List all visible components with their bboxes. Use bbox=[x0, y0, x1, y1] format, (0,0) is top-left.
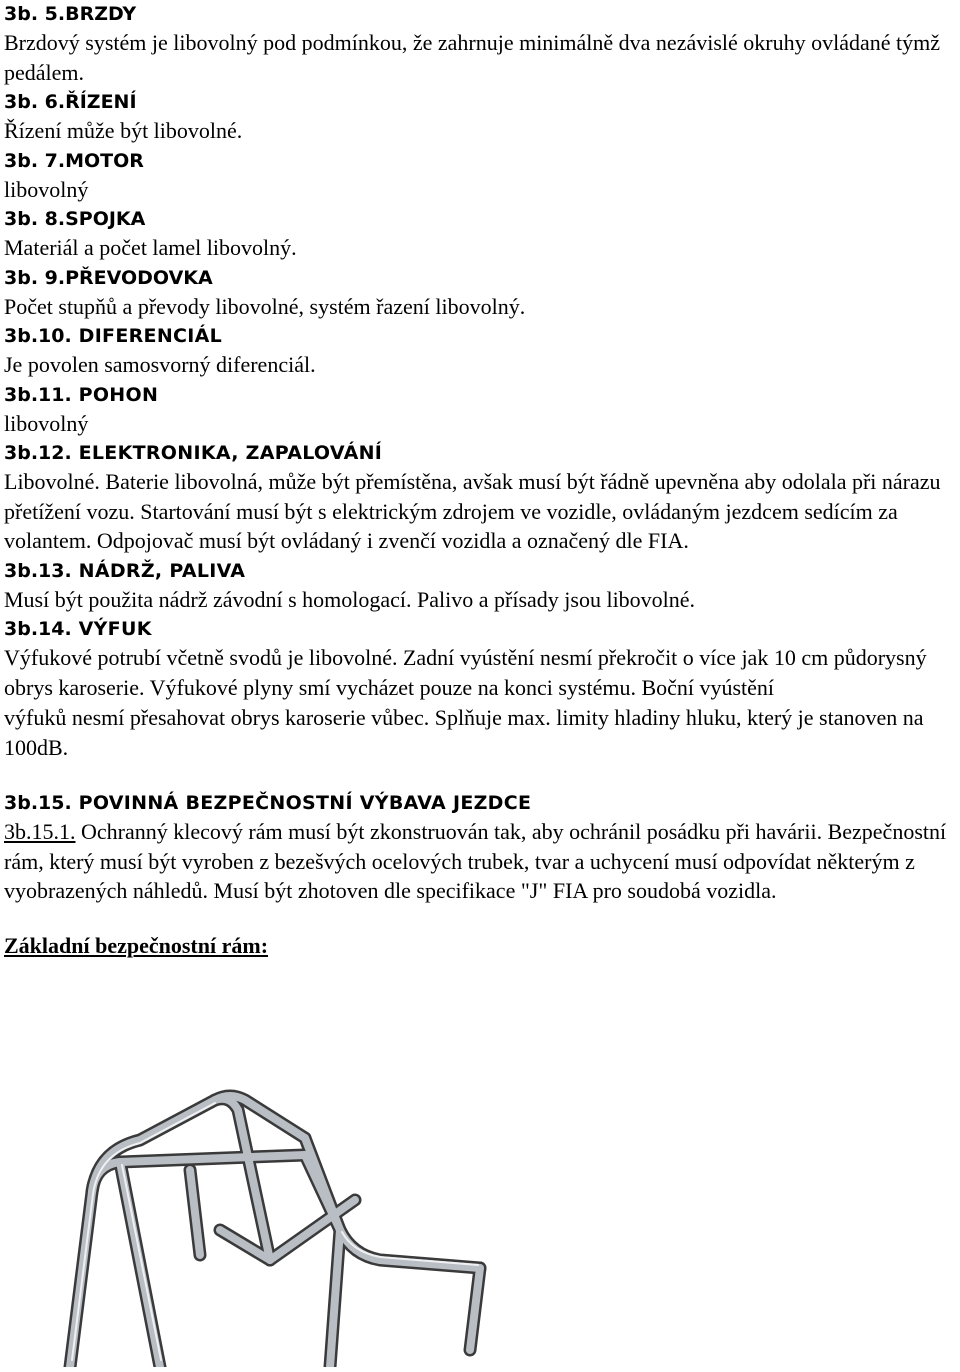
figure-title: Základní bezpečnostní rám: bbox=[4, 932, 269, 958]
section-bezpecnostni-vybava bbox=[4, 789, 954, 907]
section-body-continued: výfuků nesmí přesahovat obrys karoserie vůbec. Splňuje max. limity hladiny hluku, který je stanoven na 100dB. bbox=[4, 705, 924, 760]
section-title: MOTOR bbox=[65, 149, 144, 172]
section-number: 3b.11. bbox=[4, 383, 72, 406]
section-nadrz bbox=[4, 557, 954, 616]
document-page bbox=[4, 0, 954, 961]
spacer bbox=[4, 907, 954, 931]
section-body bbox=[4, 817, 954, 907]
section-number: 3b.13. bbox=[4, 559, 72, 582]
section-title: ELEKTRONIKA, ZAPALOVÁNÍ bbox=[71, 442, 383, 464]
section-number: 3b. 6. bbox=[4, 91, 66, 113]
section-title: POVINNÁ BEZPEČNOSTNÍ VÝBAVA JEZDCE bbox=[71, 792, 532, 814]
section-brzdy bbox=[4, 0, 954, 88]
section-body: libovolný bbox=[4, 176, 89, 202]
section-spojka bbox=[4, 205, 954, 264]
section-number: 3b.10. bbox=[4, 325, 72, 347]
section-title: ŘÍZENÍ bbox=[65, 91, 137, 113]
section-number: 3b.14. bbox=[4, 618, 72, 640]
roll-cage-drawing bbox=[40, 1080, 500, 1367]
roll-cage-icon bbox=[40, 1080, 500, 1367]
section-body: libovolný bbox=[4, 410, 89, 436]
section-body: Počet stupňů a převody libovolné, systém řazení libovolný. bbox=[4, 293, 526, 319]
section-prevodovka bbox=[4, 264, 954, 323]
section-elektronika bbox=[4, 439, 954, 557]
section-body: Řízení může být libovolné. bbox=[4, 118, 243, 143]
section-number: 3b. 5. bbox=[4, 3, 66, 25]
section-body: Materiál a počet lamel libovolný. bbox=[4, 235, 297, 260]
section-title: NÁDRŽ, PALIVA bbox=[71, 559, 246, 582]
section-title: BRZDY bbox=[65, 3, 137, 25]
section-motor bbox=[4, 147, 954, 206]
section-title: SPOJKA bbox=[65, 208, 146, 230]
section-title: VÝFUK bbox=[71, 618, 152, 640]
spacer bbox=[4, 763, 954, 789]
section-body: Brzdový systém je libovolný pod podmínkou, že zahrnuje minimálně dva nezávislé okruhy ovládané týmž pedálem. bbox=[4, 30, 940, 85]
section-number: 3b. 9. bbox=[4, 266, 66, 289]
section-body: Je povolen samosvorný diferenciál. bbox=[4, 352, 316, 377]
section-title: PŘEVODOVKA bbox=[65, 266, 213, 289]
section-number: 3b.12. bbox=[4, 442, 72, 464]
section-body: Libovolné. Baterie libovolná, může být přemístěna, avšak musí být řádně upevněna aby odolala při nárazu přetížení vozu. Startování musí být s elektrickým zdrojem ve vozidle, ovládaným jezdcem sedícím za volantem. Odpojovač musí být ovládaný i zvenčí vozidla a označený dle FIA. bbox=[4, 469, 941, 553]
section-number: 3b. 8. bbox=[4, 208, 66, 230]
section-title: DIFERENCIÁL bbox=[71, 325, 223, 347]
section-number: 3b. 7. bbox=[4, 149, 66, 172]
section-diferencial bbox=[4, 322, 954, 381]
section-title: POHON bbox=[71, 383, 159, 406]
section-body: Musí být použita nádrž závodní s homologací. Palivo a přísady jsou libovolné. bbox=[4, 586, 696, 612]
section-rizeni bbox=[4, 88, 954, 147]
section-pohon bbox=[4, 381, 954, 440]
subsection-text: Ochranný klecový rám musí být zkonstruován tak, aby ochránil posádku při havárii. Bezpečnostní rám, který musí být vyroben z bezešvých ocelových trubek, tvar a uchycení musí odpovídat některým z vyobrazených náhledů. Musí být zhotoven dle specifikace "J" FIA pro soudobá vozidla. bbox=[4, 819, 947, 903]
section-number: 3b.15. bbox=[4, 792, 72, 814]
section-body: Výfukové potrubí včetně svodů je libovolné. Zadní vyústění nesmí překročit o více jak 10 cm půdorysný obrys karoserie. Výfukové plyny smí vycházet pouze na konci systému. Boční vyústění bbox=[4, 645, 927, 700]
section-vyfuk bbox=[4, 615, 954, 763]
subsection-number: 3b.15.1. bbox=[4, 819, 76, 844]
